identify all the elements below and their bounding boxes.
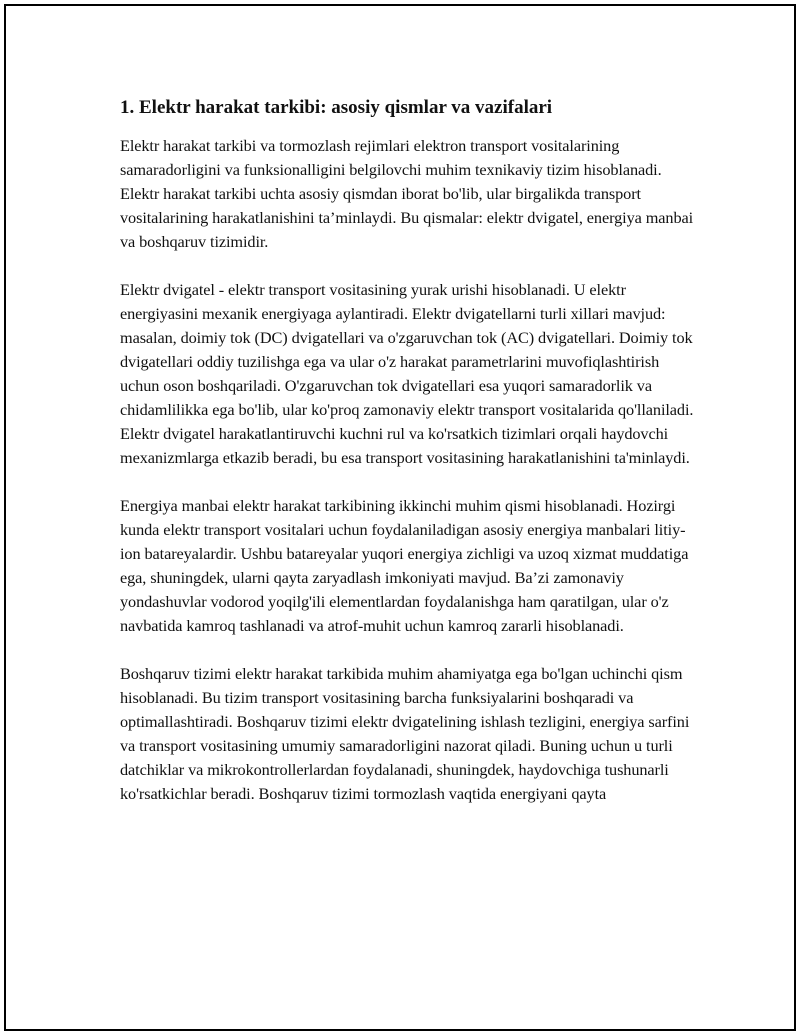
section-heading: 1. Elektr harakat tarkibi: asosiy qismlar va vazifalari — [120, 97, 553, 118]
document-body — [120, 96, 700, 830]
paragraph-intro: Elektr harakat tarkibi va tormozlash rejimlari elektron transport vositalarining samaradorligini va funksionalligini belgilovchi muhim texnikaviy tizim hisoblanadi. Elektr harakat tarkibi uchta asosiy qismdan iborat bo'lib, ular birgalikda transport vositalarining harakatlanishini ta’minlaydi. Bu qismalar: elektr dvigatel, energiya manbai va boshqaruv tizimidir. — [120, 135, 694, 251]
paragraph-control-system: Boshqaruv tizimi elektr harakat tarkibida muhim ahamiyatga ega bo'lgan uchinchi qism hisoblanadi. Bu tizim transport vositasining barcha funksiyalarini boshqaradi va optimallashtiradi. Boshqaruv tizimi elektr dvigatelining ishlash tezligini, energiya sarfini va transport vositasining umumiy samaradorligini nazorat qiladi. Buning uchun u turli datchiklar va mikrokontrollerlardan foydalanadi, shuningdek, haydovchiga tushunarli ko'rsatkichlar beradi. Boshqaruv tizimi tormozlash vaqtida energiyani qayta — [120, 663, 690, 803]
paragraph-electric-motor: Elektr dvigatel - elektr transport vositasining yurak urishi hisoblanadi. U elektr energiyasini mexanik energiyaga aylantiradi. Elektr dvigatellarni turli xillari mavjud: masalan, doimiy tok (DC) dvigatellari va o'zgaruvchan tok (AC) dvigatellari. Doimiy tok dvigatellari oddiy tuzilishga ega va ular o'z harakat parametrlarini muvofiqlashtirish uchun oson boshqariladi. O'zgaruvchan tok dvigatellari esa yuqori samaradorlik va chidamlilikka ega bo'lib, ular ko'proq zamonaviy elektr transport vositalarida qo'llaniladi. Elektr dvigatel harakatlantiruvchi kuchni rul va ko'rsatkich tizimlari orqali haydovchi mexanizmlarga etkazib beradi, bu esa transport vositasining harakatlanishini ta'minlaydi. — [120, 279, 694, 467]
paragraph-energy-source: Energiya manbai elektr harakat tarkibining ikkinchi muhim qismi hisoblanadi. Hozirgi kunda elektr transport vositalari uchun foydalaniladigan asosiy energiya manbalari litiy-ion batareyalardir. Ushbu batareyalar yuqori energiya zichligi va uzoq xizmat muddatiga ega, shuningdek, ularni qayta zaryadlash imkoniyati mavjud. Ba’zi zamonaviy yondashuvlar vodorod yoqilg'ili elementlardan foydalanishga ham qaratilgan, ular o'z navbatida kamroq tashlanadi va atrof-muhit uchun kamroq zararli hisoblanadi. — [120, 495, 689, 635]
document-page — [4, 4, 796, 1031]
